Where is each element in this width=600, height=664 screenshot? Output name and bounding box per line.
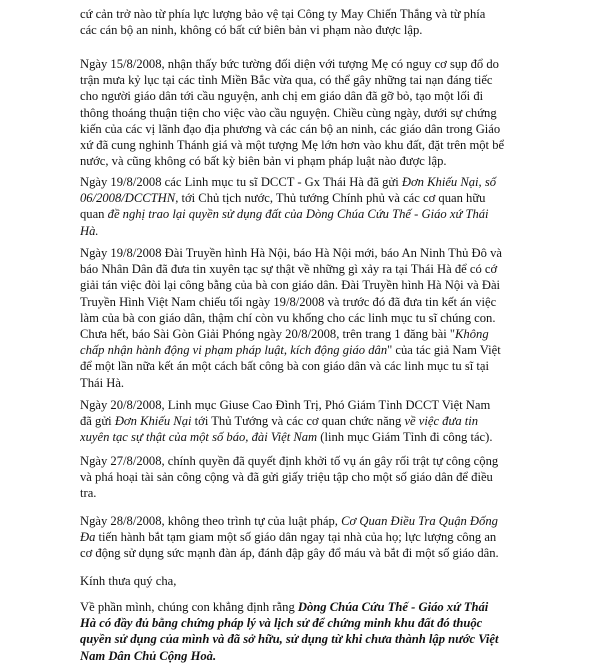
text-line: Kính thưa quý cha, — [80, 574, 177, 588]
text-line: các cán bộ an ninh, không có bất cứ biên bản vi phạm nào được lập. — [80, 23, 423, 38]
italic-segment: Đơn Khiếu Nại — [114, 414, 192, 429]
paragraph-continuation — [80, 6, 598, 38]
paragraph-complaint-letter — [80, 174, 598, 239]
italic-segment: Không — [455, 327, 489, 342]
italic-segment: 06/2008/DCCTHN — [80, 191, 176, 206]
text-line: quyền sử dụng của mình và đã sở hữu, sử dụng từ khi chưa thành lập nước Việt — [80, 632, 499, 647]
text-line: tra. — [80, 486, 97, 501]
text-segment: Về phần mình, chúng con khẳng định rằng — [80, 600, 298, 614]
salutation — [80, 573, 598, 589]
italic-segment: Cơ Quan Điều Tra Quận Đống — [341, 514, 498, 528]
text-line: giải tán việc đòi lại công bằng của bà con giáo dân. Đài Truyền hình Hà Nội và Đài — [80, 278, 501, 293]
text-line: Truyền Hình Việt Nam chiếu tối ngày 19/8/2008 và trước đó đã đưa tin kết án việc — [80, 294, 497, 309]
text-line: và phá hoại tài sản công cộng và đã gửi giấy triệu tập cho một số giáo dân để điều — [80, 470, 493, 485]
paragraph-vice-provincial — [80, 397, 598, 446]
text-segment: (linh mục Giám Tỉnh đi công tác). — [317, 430, 493, 445]
italic-segment: về việc đưa tin — [404, 414, 479, 429]
text-line: cơ động sử dụng sức mạnh đàn áp, đánh đập gây đổ máu và bắt đi một số giáo dân. — [80, 546, 499, 561]
text-line — [80, 529, 598, 545]
paragraph-prosecution — [80, 453, 598, 502]
text-segment: Ngày 19/8/2008 các Linh mục tu sĩ DCCT - Gx Thái Hà đã gửi — [80, 175, 402, 189]
text-line: Ngày 15/8/2008, nhận thấy bức tường đối diện với tượng Mẹ có nguy cơ sụp đổ do — [80, 57, 499, 71]
text-line — [80, 223, 598, 239]
paragraph-arrests — [80, 513, 598, 562]
text-line: trận mưa kỷ lục tại các tỉnh Miền Bắc vừa qua, có thể gây những tai nạn đáng tiếc — [80, 73, 493, 88]
paragraph-media-reports — [80, 245, 598, 391]
text-line: làm của bà con giáo dân, thậm chí còn vu khống cho các linh mục tu sĩ chúng con. — [80, 310, 496, 325]
text-line: cho người giáo dân tới cầu nguyện, anh chị em giáo dân đã gỡ bỏ, tạo một lối đi — [80, 89, 484, 104]
text-line: kiến của các vị lãnh đạo địa phương và các cán bộ an ninh, các giáo dân trong Giáo — [80, 121, 501, 136]
italic-segment: Hà. — [80, 223, 99, 238]
text-segment: Chưa hết, báo Sài Gòn Giải Phóng ngày 20/8/2008, trên trang 1 đăng bài " — [80, 327, 456, 342]
text-line — [80, 326, 598, 342]
text-line: Hà có đầy đủ bằng chứng pháp lý và lịch sử để chứng minh khu đất đó thuộc — [80, 616, 483, 631]
text-line — [80, 429, 598, 445]
text-line — [80, 174, 598, 190]
italic-segment: Đa — [80, 530, 96, 545]
bold-italic-segment: Dòng Chúa Cứu Thế - Giáo xứ Thái — [297, 600, 489, 614]
text-line — [80, 190, 598, 206]
text-segment: quan — [80, 207, 108, 222]
italic-segment: xuyên tạc sự thật của một số báo, đài Việt Nam — [80, 430, 318, 445]
text-line: Thái Hà. — [80, 375, 125, 390]
text-segment: tiến hành bắt tạm giam một số giáo dân ngay tại nhà của họ; lực lượng công an — [95, 530, 497, 545]
text-segment: Ngày 28/8/2008, không theo trình tự của luật pháp, — [80, 514, 342, 528]
italic-segment: đề nghị trao lại quyền sử dụng đất của Dòng Chúa Cứu Thế - Giáo xứ Thái — [107, 207, 489, 222]
text-line: Ngày 20/8/2008, Linh mục Giuse Cao Đình Trị, Phó Giám Tỉnh DCCT Việt Nam — [80, 398, 491, 412]
text-line: Nam Dân Chủ Cộng Hoà. — [80, 648, 217, 663]
text-line — [80, 413, 598, 429]
text-line: Ngày 27/8/2008, chính quyền đã quyết định khởi tố vụ án gây rối trật tự công cộng — [80, 454, 499, 468]
text-segment: , tới Chủ tịch nước, Thủ tướng Chính phủ và các cơ quan hữu — [175, 191, 486, 206]
text-segment: đã gửi — [80, 414, 115, 429]
italic-segment: chấp nhận hành động vi phạm pháp luật, kích động giáo dân — [80, 343, 388, 358]
text-line — [80, 513, 598, 529]
text-line: để một lần nữa kết án một cách bất công bà con giáo dân và các linh mục tu sĩ tại — [80, 359, 489, 374]
text-line — [80, 599, 598, 615]
text-line: thông thoáng thuận tiện cho việc vào cầu nguyện. Chiều cùng ngày, dưới sự chứng — [80, 105, 497, 120]
text-line: cứ cản trở nào từ phía lực lượng bảo vệ tại Công ty May Chiến Thắng và từ phía — [80, 7, 486, 21]
paragraph-wall-statue — [80, 56, 598, 169]
text-line: báo Nhân Dân đã đưa tin xuyên tạc sự thật về những gì xảy ra tại Thái Hà để có cớ — [80, 262, 498, 277]
text-line: xứ đã cung nghinh Thánh giá và một tượng Mẹ lớn hơn vào khu đất, đặt trên một bể — [80, 138, 505, 153]
text-line — [80, 206, 598, 222]
text-line — [80, 342, 598, 358]
paragraph-affirmation — [80, 599, 598, 664]
text-segment: tới Thủ Tướng và các cơ quan chức năng — [191, 414, 405, 429]
text-line: Ngày 19/8/2008 Đài Truyền hình Hà Nội, báo Hà Nội mới, báo An Ninh Thủ Đô và — [80, 246, 502, 260]
italic-segment: Đơn Khiếu Nại, số — [401, 175, 497, 189]
text-segment: " của tác giả Nam Việt — [387, 343, 501, 358]
text-line: nước, và cũng không có bất kỳ biên bản vi phạm pháp luật nào được lập. — [80, 154, 447, 169]
